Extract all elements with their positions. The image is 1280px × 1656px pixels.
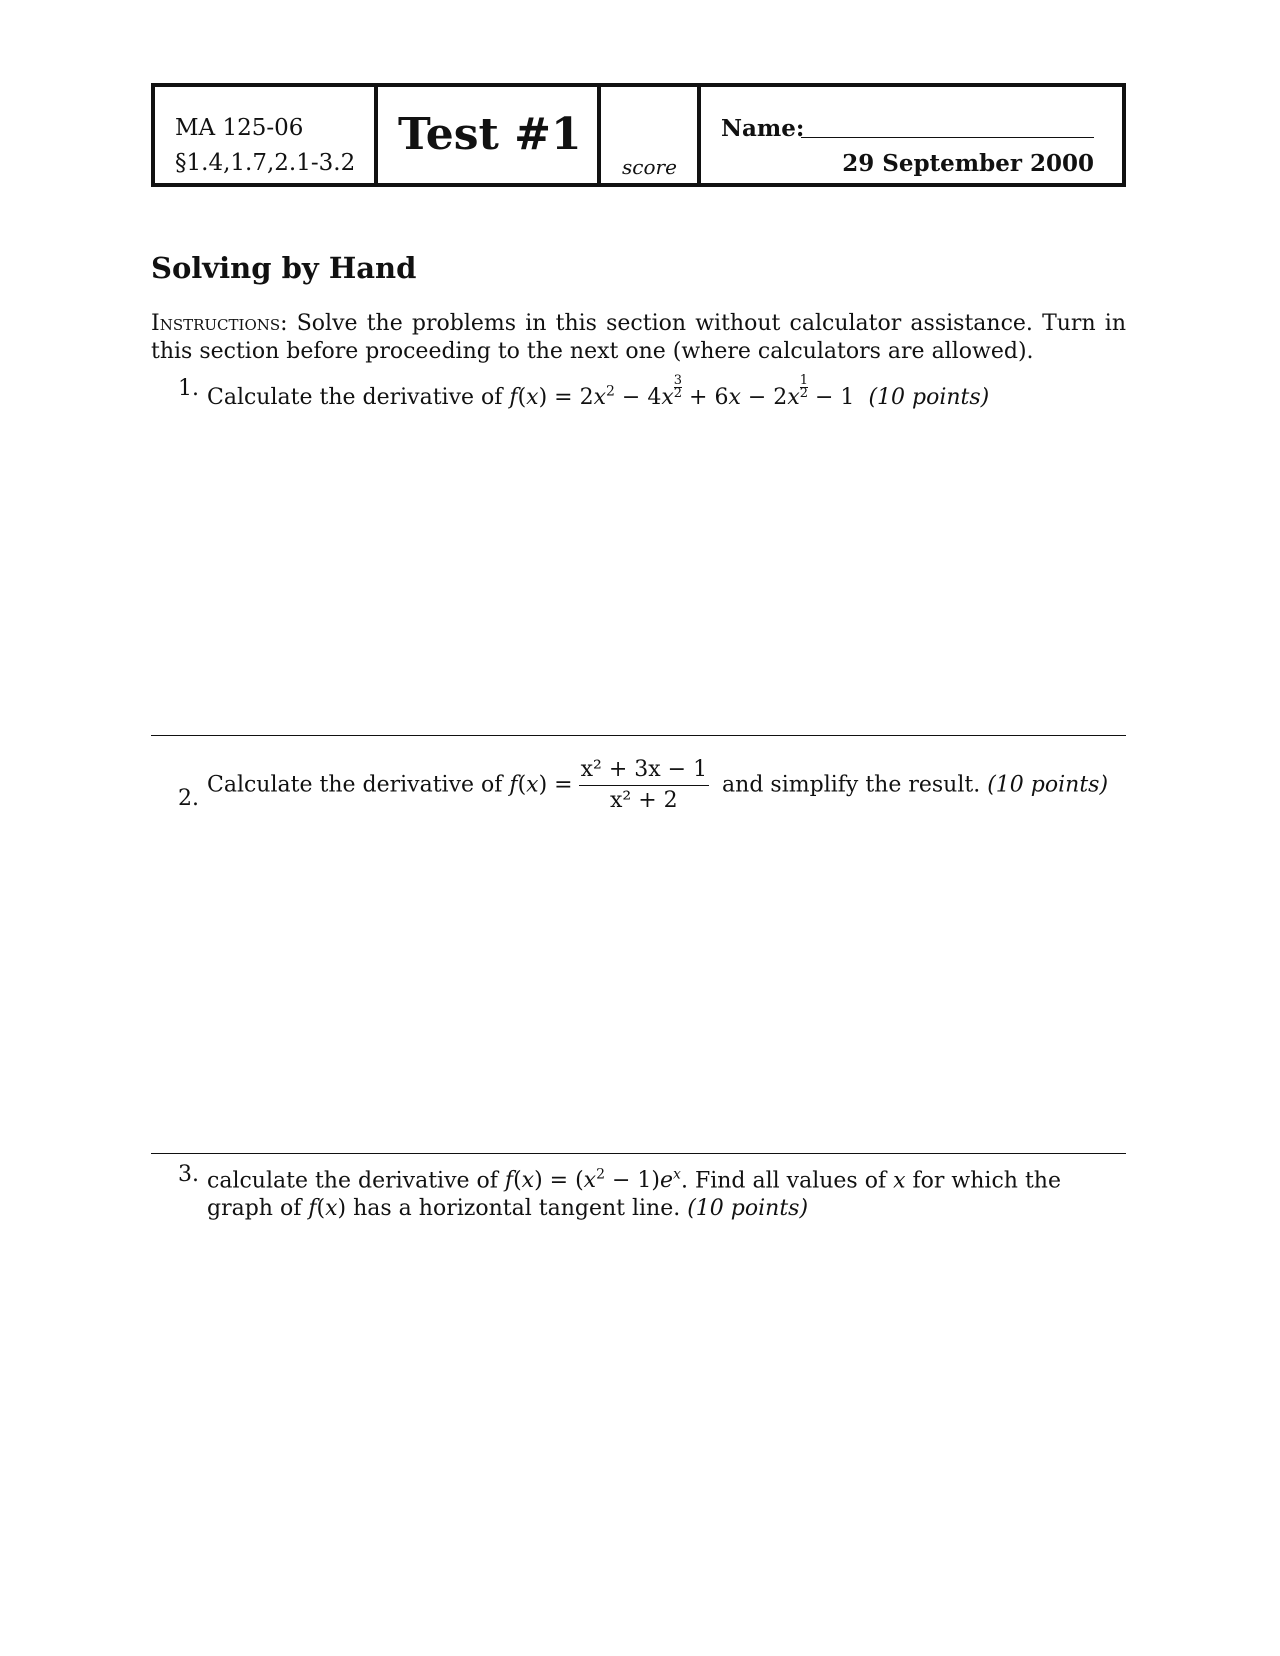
section-title: Solving by Hand — [151, 251, 417, 285]
variable-x: x — [893, 1168, 906, 1194]
formula-3b: f(x) — [308, 1196, 347, 1222]
problem-prefix: calculate the derivative of — [207, 1168, 505, 1194]
problem-points: (10 points) — [987, 772, 1109, 798]
problem-1 — [178, 375, 1126, 412]
formula-2-fraction — [579, 755, 709, 816]
score-label: score — [622, 155, 677, 179]
header-box — [151, 83, 1126, 187]
problem-suffix: and simplify the result. — [715, 772, 988, 798]
test-page — [151, 83, 1126, 1222]
instructions-text: Solve the problems in this section without calculator assistance. Turn in this section before proceeding to the next one (where calculators are allowed). — [151, 311, 1126, 364]
problem-number: 2. — [178, 786, 199, 811]
problem-3 — [178, 1161, 1126, 1223]
problem-prefix: Calculate the derivative of — [207, 385, 510, 411]
instructions-label: Instructions: — [151, 311, 288, 336]
formula-1: $f(x) = 2x^2 - 4x$ $\frac{3}{2}$ + 6x − 2x $\frac{1}{2}$ − 1 — [509, 373, 855, 411]
instructions — [151, 310, 1126, 366]
divider-1 — [151, 735, 1126, 736]
course-code: MA 125-06 — [175, 115, 304, 141]
formula-2-lhs: f(x) = — [509, 772, 573, 798]
problem-number: 3. — [178, 1162, 199, 1187]
name-cell — [701, 87, 1122, 183]
problem-suffix: has a horizontal tangent line. — [346, 1196, 688, 1222]
fraction-numerator: x² + 3x − 1 — [579, 755, 709, 786]
problem-text — [207, 375, 1126, 412]
problem-number: 1. — [178, 376, 199, 401]
title-cell — [378, 87, 601, 183]
problem-text — [207, 755, 1126, 816]
score-cell — [601, 87, 701, 183]
course-sections: §1.4,1.7,2.1-3.2 — [175, 150, 356, 176]
divider-2 — [151, 1153, 1126, 1154]
problem-text — [207, 1161, 1126, 1223]
problem-2 — [178, 755, 1126, 816]
name-line[interactable] — [801, 137, 1094, 138]
problem-middle: . Find all values of — [680, 1168, 894, 1194]
problem-prefix: Calculate the derivative of — [207, 772, 510, 798]
course-cell — [155, 87, 378, 183]
problem-points: (10 points) — [687, 1196, 809, 1222]
test-title: Test #1 — [398, 109, 582, 160]
test-date: 29 September 2000 — [842, 150, 1094, 177]
problem-middle2: for which the graph of — [207, 1168, 1061, 1222]
fraction-denominator: x² + 2 — [610, 788, 678, 813]
name-label: Name: — [721, 115, 805, 142]
formula-3: $f(x) = (x^2 - 1)e^x$ — [504, 1167, 681, 1194]
problem-points: (10 points) — [868, 385, 990, 411]
